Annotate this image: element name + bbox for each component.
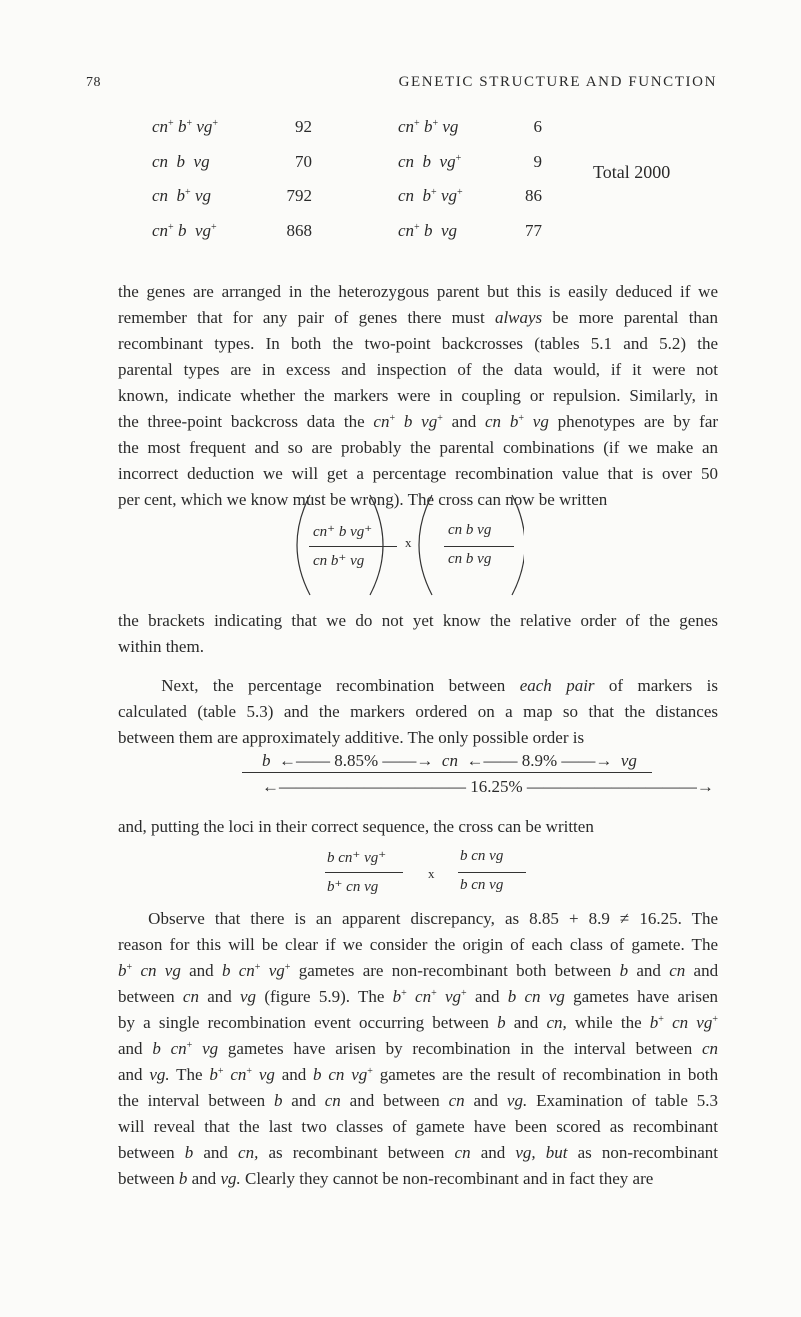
cross2-right-top: b cn vg bbox=[460, 848, 504, 864]
genotype-right-3: cn+ b vg bbox=[398, 221, 457, 240]
text-line: parental types are in excess and inspection of the data would, if it were not bbox=[118, 360, 718, 379]
count-left-2: 792 bbox=[286, 186, 312, 205]
genotype-left-3: cn+ b vg+ bbox=[152, 221, 217, 240]
text-line: the three-point backcross data the cn+ b vg+ and cn b+ vg phenotypes are by far bbox=[118, 412, 719, 431]
text-line: between b and cn, as recombinant between cn and vg, but as non-recombinant bbox=[118, 1143, 719, 1162]
count-right-1: 9 bbox=[533, 152, 542, 171]
text-line: Observe that there is an apparent discrepancy, as 8.85 + 8.9 ≠ 16.25. The bbox=[118, 909, 718, 928]
text-line: per cent, which we know must be wrong). The cross can now be written bbox=[118, 490, 608, 509]
map-intervals bbox=[262, 751, 637, 771]
map-locus-b: b bbox=[262, 751, 271, 770]
cross1-right-fraction-bar bbox=[444, 546, 514, 547]
text-line: Next, the percentage recombination between each pair of markers is bbox=[118, 676, 718, 695]
cross2-left-fraction-bar bbox=[325, 872, 403, 873]
count-right-3: 77 bbox=[525, 221, 542, 240]
bracket-shapes bbox=[284, 493, 524, 597]
paragraph-discrepancy bbox=[118, 906, 718, 1192]
count-left-0: 92 bbox=[295, 117, 312, 136]
count-right-2: 86 bbox=[525, 186, 542, 205]
text-line: between them are approximately additive. The only possible order is bbox=[118, 728, 585, 747]
cross1-left-fraction-bar bbox=[309, 546, 397, 547]
text-line: by a single recombination event occurring between b and cn, while the b+ cn vg+ bbox=[118, 1013, 718, 1032]
page-number: 78 bbox=[86, 75, 101, 90]
text-line: the interval between b and cn and between cn and vg. Examination of table 5.3 bbox=[118, 1091, 719, 1110]
text-line: the genes are arranged in the heterozygous parent but this is easily deduced if we bbox=[118, 282, 718, 301]
count-left-3: 868 bbox=[286, 221, 312, 240]
cross1-left-bottom: cn b⁺ vg bbox=[313, 553, 365, 569]
text-line: calculated (table 5.3) and the markers ordered on a map so that the distances bbox=[118, 702, 718, 721]
text-line: will reveal that the last two classes of gamete have been scored as recombinant bbox=[118, 1117, 718, 1136]
cross2-right-fraction-bar bbox=[458, 872, 526, 873]
text-line: known, indicate whether the markers were in coupling or repulsion. Similarly, in bbox=[118, 386, 718, 405]
map-interval-b-cn: ←—— 8.85% ——→ bbox=[274, 751, 438, 770]
cross1-right-bottom: cn b vg bbox=[448, 551, 492, 567]
map-locus-vg: vg bbox=[620, 751, 637, 770]
text-line: between b and vg. Clearly they cannot be non-recombinant and in fact they are bbox=[118, 1169, 654, 1188]
map-rule bbox=[242, 772, 652, 773]
paragraph-parental-types bbox=[118, 279, 718, 513]
text-line: within them. bbox=[118, 637, 204, 656]
text-line: reason for this will be clear if we consider the origin of each class of gamete. The bbox=[118, 935, 718, 954]
text-line: and b cn+ vg gametes have arisen by recombination in the interval between cn bbox=[118, 1039, 719, 1058]
cross2-times: x bbox=[428, 866, 435, 881]
cross1-times: x bbox=[405, 535, 412, 550]
genotype-right-1: cn b vg+ bbox=[398, 152, 462, 171]
text-line: remember that for any pair of genes there must always be more parental than bbox=[118, 308, 718, 327]
genotype-right-0: cn+ b+ vg bbox=[398, 117, 459, 136]
cross2-right-bottom: b cn vg bbox=[460, 877, 504, 893]
cross1-left-top: cn⁺ b vg⁺ bbox=[313, 524, 373, 540]
table-total: Total 2000 bbox=[593, 162, 671, 182]
running-header: GENETIC STRUCTURE AND FUNCTION bbox=[398, 74, 717, 90]
paragraph-brackets bbox=[118, 608, 718, 660]
paragraph-percentage bbox=[118, 673, 718, 751]
genotype-left-1: cn b vg bbox=[152, 152, 210, 171]
cross2-left-top: b cn⁺ vg⁺ bbox=[327, 850, 387, 866]
map-locus-cn: cn bbox=[441, 751, 458, 770]
map-interval-cn-vg: ←—— 8.9% ——→ bbox=[462, 751, 617, 770]
text-line: the most frequent and so are probably the parental combinations (if we make an bbox=[118, 438, 718, 457]
genotype-left-2: cn b+ vg bbox=[152, 186, 211, 205]
text-line: and vg. The b+ cn+ vg and b cn vg+ gametes are the result of recombination in both bbox=[118, 1065, 719, 1084]
text-line: recombinant types. In both the two-point backcrosses (tables 5.1 and 5.2) the bbox=[118, 334, 718, 353]
genotype-right-2: cn b+ vg+ bbox=[398, 186, 463, 205]
cross1-right-top: cn b vg bbox=[448, 522, 492, 538]
paragraph-correct-sequence: and, putting the loci in their correct sequence, the cross can be written bbox=[118, 817, 594, 836]
count-left-1: 70 bbox=[295, 152, 312, 171]
text-line: between cn and vg (figure 5.9). The b+ cn+ vg+ and b cn vg gametes have arisen bbox=[118, 987, 719, 1006]
cross2-left-bottom: b⁺ cn vg bbox=[327, 879, 379, 895]
text-line: the brackets indicating that we do not yet know the relative order of the genes bbox=[118, 611, 718, 630]
text-line: b+ cn vg and b cn+ vg+ gametes are non-recombinant both between b and cn and bbox=[118, 961, 719, 980]
map-total-distance: ←——————————— 16.25% ——————————→ bbox=[262, 777, 714, 796]
text-line: incorrect deduction we will get a percentage recombination value that is over 50 bbox=[118, 464, 718, 483]
count-right-0: 6 bbox=[533, 117, 542, 136]
genotype-left-0: cn+ b+ vg+ bbox=[152, 117, 219, 136]
